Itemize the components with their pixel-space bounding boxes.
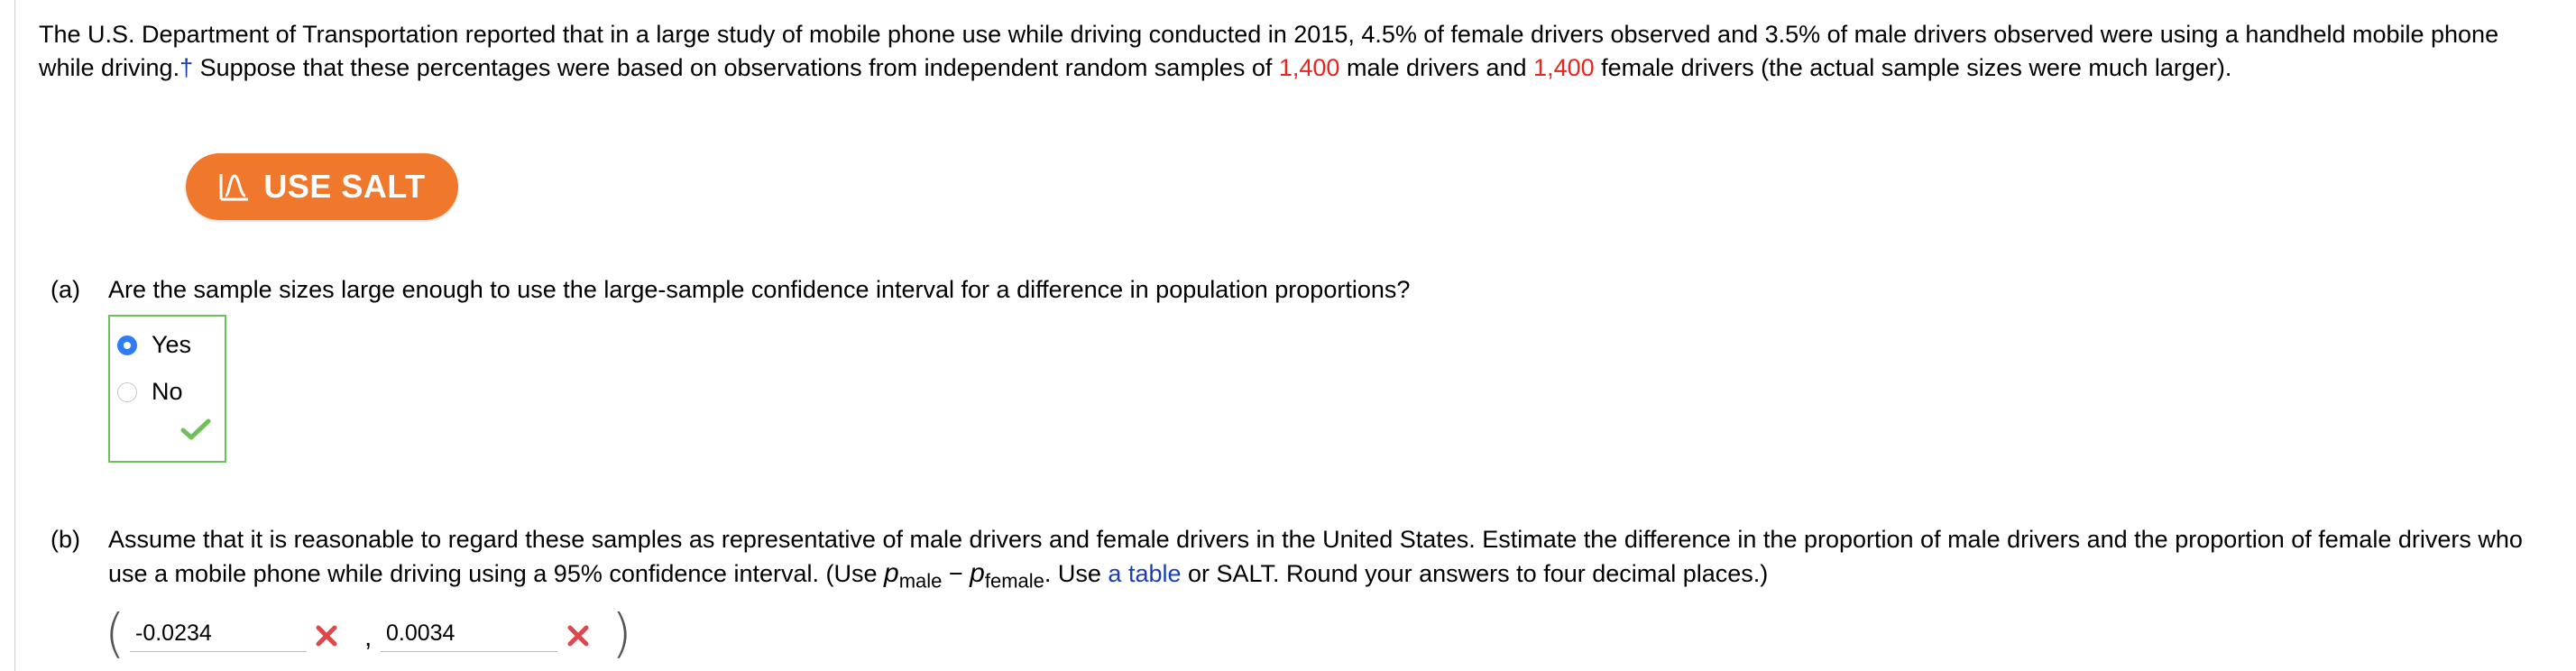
intro-text-2: Suppose that these percentages were based on observations from independent random samples of: [193, 54, 1279, 81]
male-sample-size: 1,400: [1278, 54, 1340, 81]
female-sample-size: 1,400: [1533, 54, 1595, 81]
check-icon: [180, 418, 211, 441]
use-salt-button[interactable]: [186, 153, 458, 220]
radio-yes[interactable]: [117, 336, 137, 355]
part-b-text-1: Assume that it is reasonable to regard these samples as representative of male drivers and female drivers in the United States. Estimate the difference in the proportion of male drivers and the proportion of female drivers who use a mobile phone while driving using a 95% confidence interval. (Use: [108, 526, 2523, 587]
incorrect-x-icon: [314, 623, 339, 648]
sub-female: female: [984, 569, 1044, 593]
interval-comma: ,: [364, 622, 373, 652]
intro-text-1: The U.S. Department of Transportation reported that in a large study of mobile phone use while driving conducted in 2015, 4.5% of female drivers observed and 3.5% of male drivers observed were using a handheld mobile phone while driving.: [39, 21, 2499, 81]
lower-bound-input[interactable]: [130, 616, 307, 652]
salt-chart-icon: [218, 170, 251, 203]
part-a-choices: [108, 315, 226, 463]
sub-male: male: [898, 569, 943, 593]
close-paren: ): [612, 602, 632, 664]
p-symbol-female: p: [970, 558, 985, 588]
option-yes[interactable]: [117, 331, 191, 359]
intro-text-3: male drivers and: [1339, 54, 1534, 81]
upper-bound-input[interactable]: [381, 616, 557, 652]
part-b-text-3: or SALT. Round your answers to four decimal places.): [1181, 560, 1769, 587]
minus-sign: −: [942, 560, 971, 587]
option-no-label: No: [152, 378, 183, 405]
table-link[interactable]: a table: [1108, 560, 1182, 587]
intro-text-4: female drivers (the actual sample sizes were much larger).: [1594, 54, 2232, 81]
part-b-text-2: . Use: [1044, 560, 1109, 587]
footnote-dagger-link[interactable]: †: [179, 54, 194, 81]
part-b-label: (b): [51, 526, 80, 553]
option-no[interactable]: [117, 378, 183, 406]
problem-intro: [39, 18, 2528, 85]
p-symbol-male: p: [884, 558, 899, 588]
radio-no[interactable]: [117, 382, 137, 402]
incorrect-x-icon: [566, 623, 591, 648]
open-paren: (: [105, 602, 125, 664]
use-salt-label: USE SALT: [263, 168, 426, 205]
option-yes-label: Yes: [152, 331, 192, 358]
part-a-question: Are the sample sizes large enough to use the large-sample confidence interval for a difference in population proportions?: [108, 276, 1411, 303]
part-b-question: [108, 523, 2525, 597]
part-a-label: (a): [51, 276, 80, 303]
